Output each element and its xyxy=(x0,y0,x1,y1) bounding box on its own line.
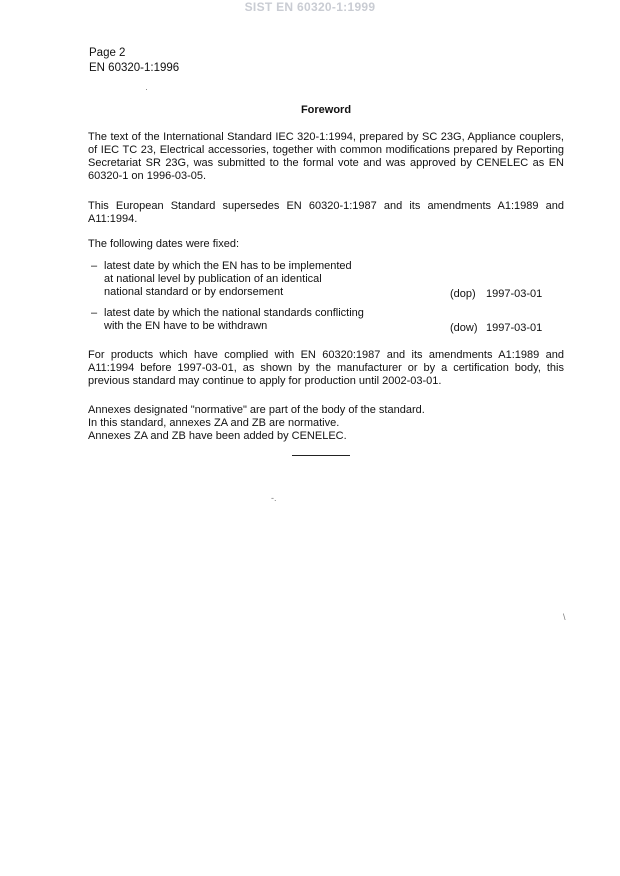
date-item-line: latest date by which the EN has to be implemented xyxy=(104,260,352,272)
page-number: Page 2 xyxy=(89,47,126,59)
foreword-paragraph-1: The text of the International Standard IEC 320-1:1994, prepared by SC 23G, Appliance couplers, of IEC TC 23, Electrical accessories, together with common modifications prepared by Reporting Secretariat SR 23G, was submitted to the formal vote and was approved by CENELEC as EN 60320-1 on 1996-03-05. xyxy=(88,131,564,182)
annex-line: In this standard, annexes ZA and ZB are normative. xyxy=(88,417,340,429)
annex-line: Annexes ZA and ZB have been added by CENELEC. xyxy=(88,430,347,442)
date-item-text xyxy=(104,307,404,333)
date-item-line: with the EN have to be withdrawn xyxy=(104,320,268,332)
end-rule xyxy=(292,455,350,456)
scan-speck: -. xyxy=(271,493,277,503)
date-value-dow: 1997-03-01 xyxy=(486,322,543,334)
list-dash: – xyxy=(91,260,98,272)
date-item-text xyxy=(104,260,404,299)
date-item-line: national standard or by endorsement xyxy=(104,286,284,298)
standard-id: EN 60320-1:1996 xyxy=(89,62,180,74)
date-value-dop: 1997-03-01 xyxy=(486,288,543,300)
date-item-dow xyxy=(91,307,561,335)
annex-line: Annexes designated "normative" are part of the body of the standard. xyxy=(88,404,425,416)
scan-speck: · xyxy=(145,84,148,94)
date-item-dop xyxy=(91,260,561,300)
date-code-dow: (dow) xyxy=(450,322,478,334)
date-item-line: at national level by publication of an identical xyxy=(104,273,322,285)
date-code-dop: (dop) xyxy=(450,288,476,300)
foreword-paragraph-4: For products which have complied with EN 60320:1987 and its amendments A1:1989 and A11:1994 before 1997-03-01, as shown by the manufacturer or by a certification body, this previous standard may continue to apply for production until 2002-03-01. xyxy=(88,349,564,387)
foreword-paragraph-3: The following dates were fixed: xyxy=(88,238,240,250)
list-dash: – xyxy=(91,307,98,319)
watermark: SIST EN 60320-1:1999 xyxy=(244,0,376,14)
page-header xyxy=(89,46,179,76)
scan-speck: \ xyxy=(563,612,566,622)
page-title: Foreword xyxy=(300,104,352,116)
annex-notes xyxy=(88,404,564,443)
date-item-line: latest date by which the national standards conflicting xyxy=(104,307,364,319)
foreword-paragraph-2: This European Standard supersedes EN 60320-1:1987 and its amendments A1:1989 and A11:1994. xyxy=(88,200,564,225)
